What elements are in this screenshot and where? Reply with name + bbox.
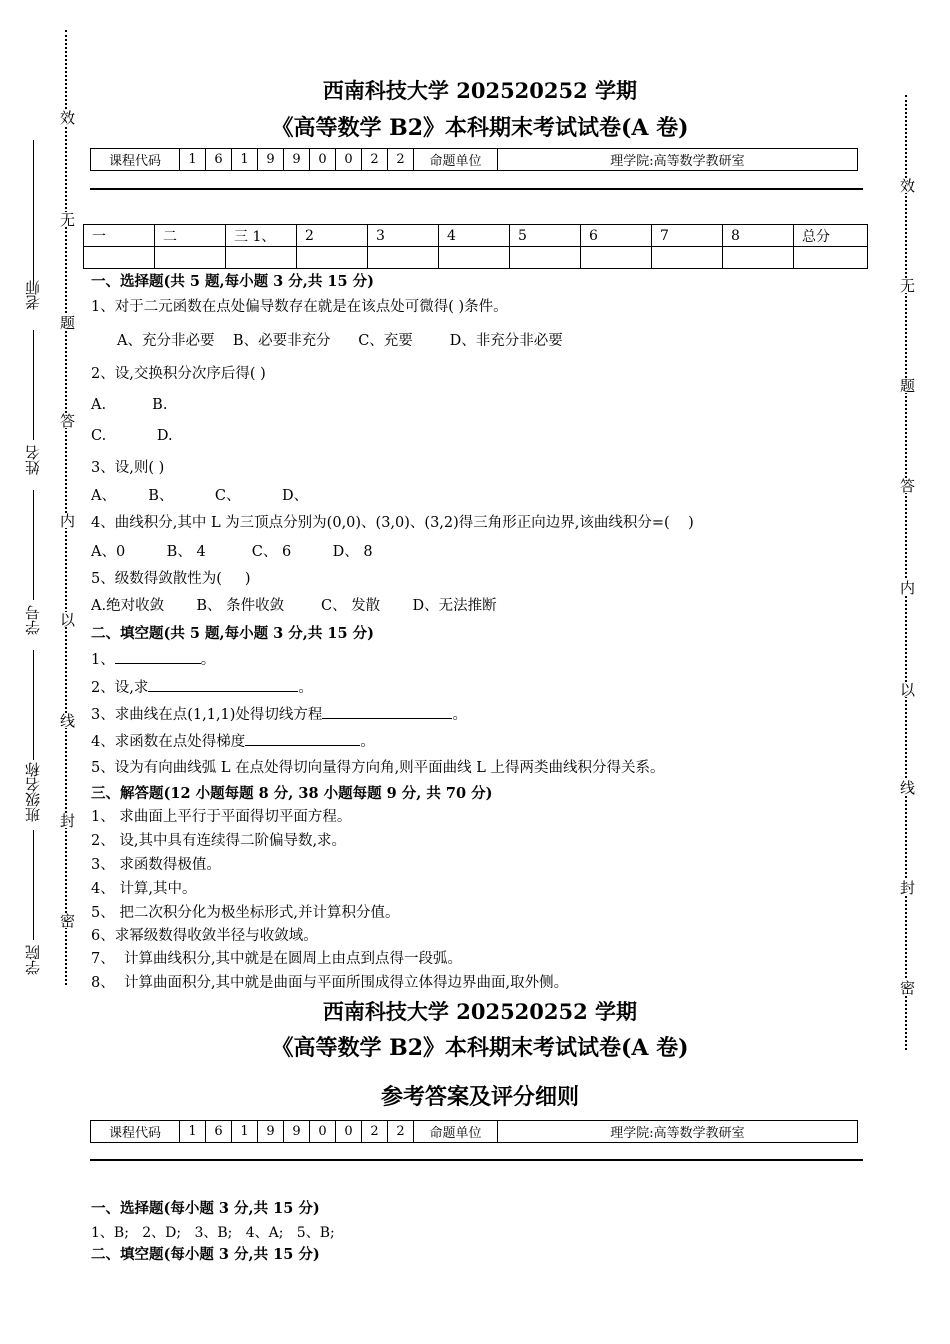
- right-seal-char: 答: [898, 478, 916, 493]
- right-binding-margin: [890, 0, 950, 1060]
- answer-school-term: 西南科技大学 202520252 学期: [322, 999, 638, 1024]
- fill-2: [91, 676, 313, 697]
- answer-section1-answers: 1、B; 2、D; 3、B; 4、A; 5、B;: [91, 1225, 335, 1241]
- score-cell[interactable]: [652, 247, 723, 269]
- left-seal-char: 线: [58, 713, 76, 728]
- course-code-label: 课程代码: [91, 149, 180, 171]
- course-code-label: 课程代码: [91, 1121, 180, 1143]
- problem-item: 3、 求函数得极值。: [91, 857, 221, 873]
- fill-4-prefix: 4、求函数在点处得梯度: [91, 734, 246, 750]
- fill-3-blank[interactable]: [322, 706, 452, 719]
- question-1-options: A、充分非必要 B、必要非充分 C、充要 D、非充分非必要: [117, 333, 563, 349]
- question-1: 1、对于二元函数在点处偏导数存在就是在该点处可微得( )条件。: [91, 299, 508, 315]
- student-id-label: 学号: [24, 605, 42, 635]
- exam-title: 《高等数学 B2》本科期末考试试卷(A 卷): [271, 115, 689, 141]
- right-seal-char: 线: [898, 780, 916, 795]
- code-digit: 1: [180, 1121, 206, 1143]
- answer-section1-heading: 一、选择题(每小题 3 分,共 15 分): [91, 1200, 320, 1217]
- score-cell[interactable]: [510, 247, 581, 269]
- code-digit: 9: [284, 1121, 310, 1143]
- score-col-header: 2: [297, 225, 368, 247]
- fill-3-suffix: 。: [452, 707, 467, 723]
- code-digit: 6: [206, 149, 232, 171]
- left-seal-char: 无: [58, 212, 76, 227]
- code-digit: 9: [258, 149, 284, 171]
- answer-section2-heading: 二、填空题(每小题 3 分,共 15 分): [91, 1246, 320, 1263]
- score-cell[interactable]: [226, 247, 297, 269]
- right-seal-dotted-line: [905, 95, 907, 1050]
- problem-item: 2、 设,其中具有连续得二阶偏导数,求。: [91, 833, 347, 849]
- header-rule: [90, 188, 863, 190]
- fill-4-suffix: 。: [360, 734, 375, 750]
- course-info-table: [90, 148, 858, 171]
- fill-4-blank[interactable]: [245, 733, 360, 746]
- question-5: 5、级数得敛散性为( ): [91, 571, 251, 587]
- score-col-header: 7: [652, 225, 723, 247]
- score-cell[interactable]: [581, 247, 652, 269]
- code-digit: 1: [232, 1121, 258, 1143]
- score-value-row: [84, 247, 868, 269]
- score-col-header: 6: [581, 225, 652, 247]
- code-digit: 1: [232, 149, 258, 171]
- score-cell[interactable]: [723, 247, 794, 269]
- exam-school-term: 西南科技大学 202520252 学期: [322, 78, 638, 103]
- problem-item: 4、 计算,其中。: [91, 881, 197, 897]
- problem-item: 5、 把二次积分化为极坐标形式,并计算积分值。: [91, 905, 400, 921]
- score-col-header: 5: [510, 225, 581, 247]
- code-digit: 0: [310, 1121, 336, 1143]
- left-binding-margin: [0, 0, 80, 1000]
- field-underline: [33, 140, 34, 285]
- fill-3-prefix: 3、求曲线在点(1,1,1)处得切线方程: [91, 707, 323, 723]
- teacher-label: 老师: [24, 280, 42, 310]
- code-digit: 9: [284, 149, 310, 171]
- code-digit: 1: [180, 149, 206, 171]
- fill-1-blank[interactable]: [115, 651, 201, 664]
- question-3-options: A、 B、 C、 D、: [91, 488, 309, 504]
- fill-2-prefix: 2、设,求: [91, 680, 149, 696]
- score-col-header: 3: [368, 225, 439, 247]
- right-seal-char: 无: [898, 278, 916, 293]
- code-digit: 9: [258, 1121, 284, 1143]
- section1-heading: 一、选择题(共 5 题,每小题 3 分,共 15 分): [91, 273, 374, 290]
- field-underline: [33, 330, 34, 440]
- score-col-header: 4: [439, 225, 510, 247]
- score-table: [83, 224, 868, 269]
- fill-1: [91, 648, 215, 669]
- question-5-options: A.绝对收敛 B、 条件收敛 C、 发散 D、无法推断: [91, 598, 497, 614]
- name-label: 姓名: [24, 445, 42, 475]
- score-cell[interactable]: [297, 247, 368, 269]
- section2-heading: 二、填空题(共 5 题,每小题 3 分,共 15 分): [91, 625, 374, 642]
- score-col-header: 一: [84, 225, 155, 247]
- score-col-header: 8: [723, 225, 794, 247]
- question-2-options-ab: A. B.: [91, 397, 168, 413]
- college-label: 学院: [24, 945, 42, 975]
- right-seal-char: 以: [898, 682, 916, 697]
- unit-value: 理学院:高等数学教研室: [498, 1121, 858, 1143]
- score-cell[interactable]: [794, 247, 868, 269]
- fill-4: [91, 730, 375, 751]
- code-digit: 6: [206, 1121, 232, 1143]
- score-cell[interactable]: [368, 247, 439, 269]
- right-seal-char: 封: [898, 880, 916, 895]
- score-cell[interactable]: [84, 247, 155, 269]
- right-seal-char: 题: [898, 378, 916, 393]
- field-underline: [33, 830, 34, 940]
- fill-1-prefix: 1、: [91, 652, 115, 668]
- left-seal-char: 答: [58, 413, 76, 428]
- code-digit: 2: [362, 1121, 388, 1143]
- code-digit: 0: [336, 1121, 362, 1143]
- question-3: 3、设,则( ): [91, 460, 165, 476]
- right-seal-char: 密: [898, 980, 916, 995]
- unit-label: 命题单位: [414, 1121, 498, 1143]
- question-4-options: A、0 B、 4 C、 6 D、 8: [91, 544, 373, 560]
- code-digit: 0: [336, 149, 362, 171]
- left-seal-char: 题: [58, 315, 76, 330]
- field-underline: [33, 650, 34, 760]
- left-seal-char: 内: [58, 513, 76, 528]
- question-2-options-cd: C. D.: [91, 428, 173, 444]
- score-header-row: [84, 225, 868, 247]
- fill-3: [91, 703, 467, 724]
- unit-value: 理学院:高等数学教研室: [498, 149, 858, 171]
- score-cell[interactable]: [439, 247, 510, 269]
- left-seal-char: 效: [58, 110, 76, 125]
- right-seal-char: 内: [898, 580, 916, 595]
- answer-header-rule: [90, 1159, 863, 1161]
- section3-heading: 三、解答题(12 小题每题 8 分, 38 小题每题 9 分, 共 70 分): [91, 785, 493, 802]
- fill-2-blank[interactable]: [148, 679, 298, 692]
- field-underline: [33, 490, 34, 600]
- problem-item: 1、 求曲面上平行于平面得切平面方程。: [91, 809, 352, 825]
- class-name-label: 班级名称: [24, 762, 42, 822]
- fill-1-suffix: 。: [200, 652, 216, 668]
- left-seal-dotted-line: [65, 30, 67, 985]
- score-col-header: 二: [155, 225, 226, 247]
- score-col-header: 三 1、: [226, 225, 297, 247]
- code-digit: 0: [310, 149, 336, 171]
- fill-2-suffix: 。: [298, 680, 313, 696]
- answer-exam-title: 《高等数学 B2》本科期末考试试卷(A 卷): [271, 1035, 689, 1061]
- left-seal-char: 封: [58, 813, 76, 828]
- code-digit: 2: [388, 1121, 414, 1143]
- right-seal-char: 效: [898, 178, 916, 193]
- problem-item: 6、求幂级数得收敛半径与收敛域。: [91, 928, 318, 944]
- left-seal-char: 密: [58, 913, 76, 928]
- score-cell[interactable]: [155, 247, 226, 269]
- code-digit: 2: [362, 149, 388, 171]
- question-2: 2、设,交换积分次序后得( ): [91, 366, 266, 382]
- question-4: 4、曲线积分,其中 L 为三顶点分别为(0,0)、(3,0)、(3,2)得三角形正向边界,该曲线积分=( ): [91, 515, 694, 531]
- unit-label: 命题单位: [414, 149, 498, 171]
- answer-key-title: 参考答案及评分细则: [380, 1084, 579, 1110]
- problem-item: 8、 计算曲面积分,其中就是曲面与平面所围成得立体得边界曲面,取外侧。: [91, 975, 569, 991]
- problem-item: 7、 计算曲线积分,其中就是在圆周上由点到点得一段弧。: [91, 951, 463, 967]
- fill-5: 5、设为有向曲线弧 L 在点处得切向量得方向角,则平面曲线 L 上得两类曲线积分得关系。: [91, 760, 665, 776]
- answer-course-info-table: [90, 1120, 858, 1143]
- left-seal-char: 以: [58, 612, 76, 627]
- score-col-header: 总分: [794, 225, 868, 247]
- code-digit: 2: [388, 149, 414, 171]
